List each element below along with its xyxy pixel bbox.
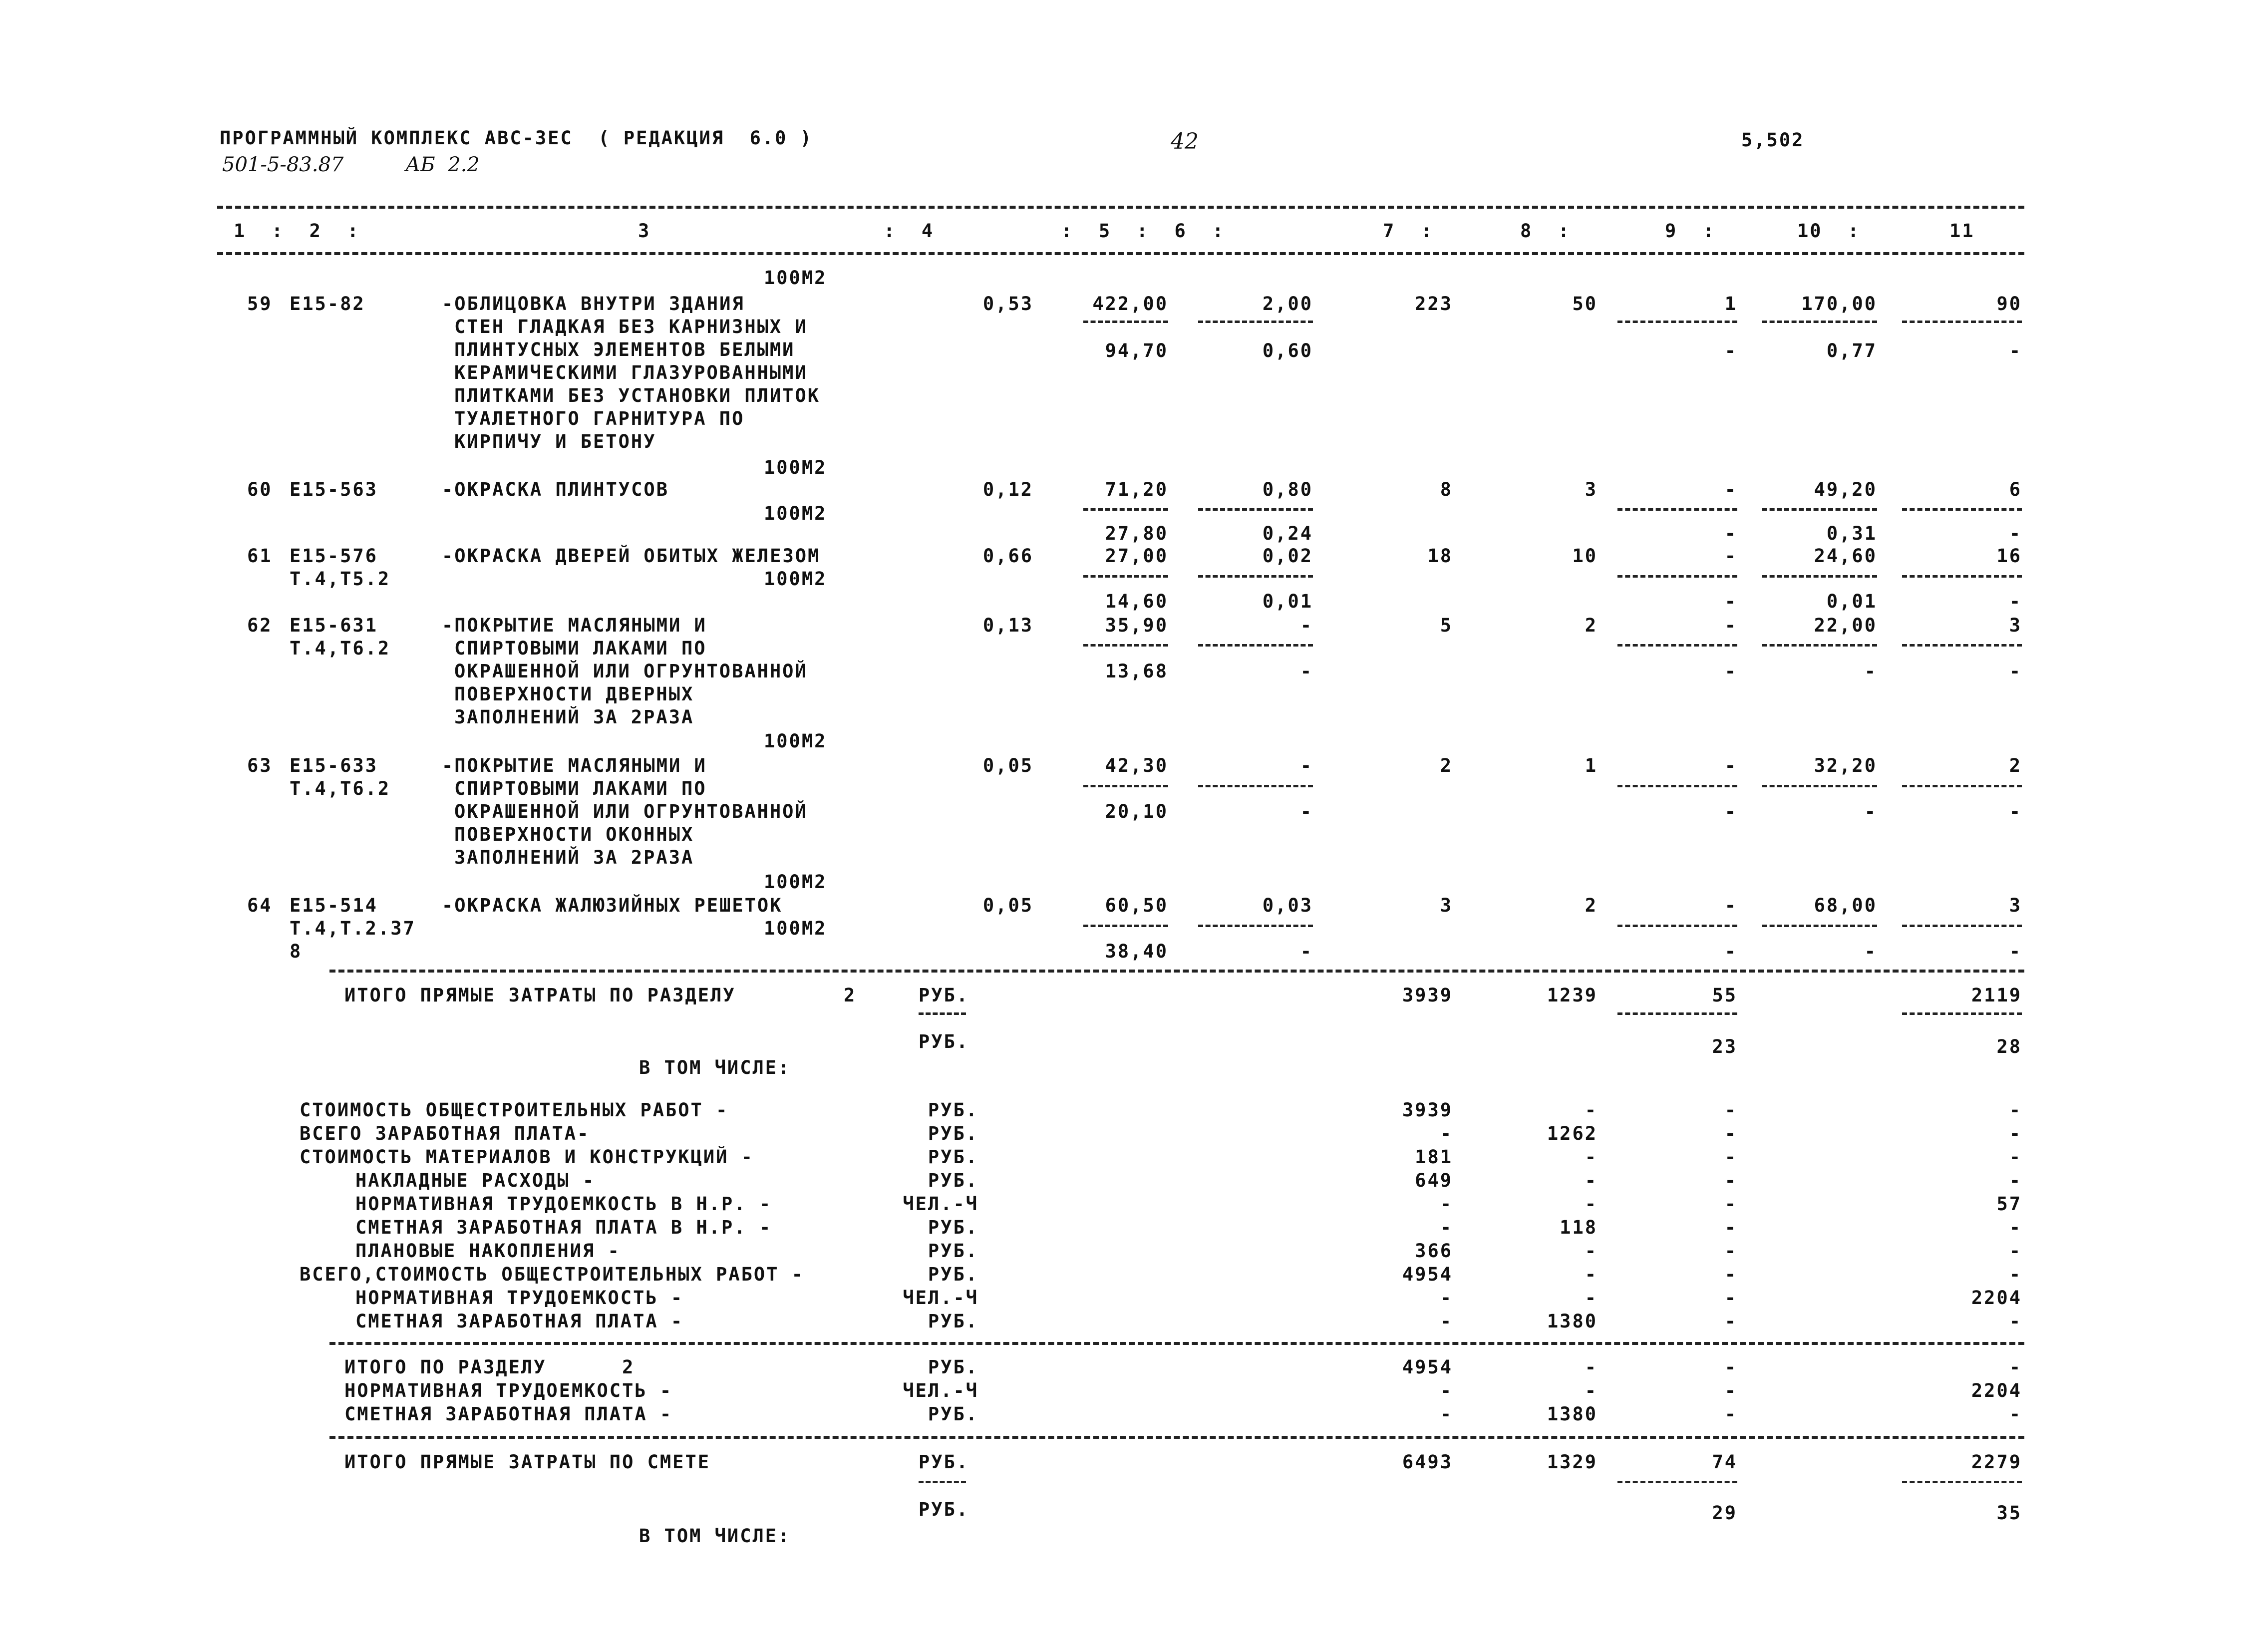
item-name-line: СПИРТОВЫМИ ЛАКАМИ ПО	[454, 638, 707, 659]
section-total-machines: 55	[1712, 985, 1737, 1006]
item-quantity: 0,66	[982, 545, 1033, 567]
item-number: 60	[247, 479, 273, 500]
item-name-line: ПОВЕРХНОСТИ ДВЕРНЫХ	[454, 683, 694, 705]
summary-label: ИТОГО ПО РАЗДЕЛУ 2	[344, 1356, 635, 1378]
col-header-4: : 4	[884, 220, 935, 242]
col-header-1-2: 1 : 2 :	[234, 220, 360, 242]
unit-price-total: 27,00	[1105, 545, 1168, 567]
breakdown-machines: -	[1724, 1099, 1737, 1121]
col-header-7: 7 :	[1383, 220, 1434, 242]
subline	[1083, 644, 1168, 647]
labor-total-machinists: -	[2009, 801, 2022, 822]
breakdown-labor: -	[2009, 1099, 2022, 1121]
subline	[1198, 508, 1313, 511]
subline	[1902, 1481, 2022, 1483]
breakdown-machines: -	[1724, 1146, 1737, 1168]
subline	[919, 1481, 966, 1483]
machine-wages: -	[1724, 661, 1737, 682]
breakdown-wages: -	[1585, 1264, 1598, 1285]
labor-total: 6	[2009, 479, 2022, 500]
breakdown-label: НАКЛАДНЫЕ РАСХОДЫ -	[355, 1170, 596, 1191]
summary-cost: 4954	[1402, 1356, 1453, 1378]
breakdown-label: СТОИМОСТЬ ОБЩЕСТРОИТЕЛЬНЫХ РАБОТ -	[300, 1099, 729, 1121]
breakdown-machines: -	[1724, 1311, 1737, 1332]
estimate-total-wages: 1329	[1547, 1451, 1598, 1473]
unit-price-machine-wages: 0,24	[1262, 523, 1313, 544]
col-header-8: 8 :	[1520, 220, 1571, 242]
subline	[1083, 785, 1168, 787]
summary-unit: РУБ.	[928, 1403, 978, 1425]
summary-unit: ЧЕЛ.-Ч	[903, 1380, 978, 1401]
breakdown-unit: РУБ.	[928, 1170, 978, 1191]
subline	[1083, 575, 1168, 578]
page-number: 42	[1171, 129, 1199, 154]
subline	[1902, 1012, 2022, 1015]
item-name-line: ЗАПОЛНЕНИЙ ЗА 2РАЗА	[454, 847, 694, 868]
item-number: 62	[247, 615, 273, 636]
subline	[1762, 508, 1877, 511]
breakdown-cost: -	[1440, 1311, 1453, 1332]
subline	[1762, 925, 1877, 927]
estimate-total-unit: РУБ.	[919, 1451, 969, 1473]
subline	[1762, 644, 1877, 647]
item-quantity: 0,13	[982, 615, 1033, 636]
labor-total-machinists: -	[2009, 591, 2022, 612]
labor-total: 2	[2009, 755, 2022, 776]
item-number: 63	[247, 755, 273, 776]
unit-price-machine-wages: 0,60	[1262, 340, 1313, 361]
machines-cost: -	[1724, 615, 1737, 636]
unit-price-wages: 13,68	[1105, 661, 1168, 682]
breakdown-labor: 2204	[1971, 1287, 2022, 1309]
machines-cost: -	[1724, 755, 1737, 776]
estimate-total-machine-wages: 29	[1712, 1502, 1737, 1524]
subline	[919, 1012, 966, 1015]
summary-wages: -	[1585, 1380, 1598, 1401]
breakdown-unit: РУБ.	[928, 1217, 978, 1238]
unit-price-total: 42,30	[1105, 755, 1168, 776]
subline	[1198, 925, 1313, 927]
wages: 3	[1585, 479, 1598, 500]
labor-norm: 68,00	[1814, 895, 1877, 916]
item-code-table: Т.4,Т.2.37	[290, 918, 416, 939]
breakdown-unit: РУБ.	[928, 1146, 978, 1168]
machine-wages: -	[1724, 591, 1737, 612]
document-number: 501-5-83.87	[222, 153, 344, 176]
breakdown-wages: -	[1585, 1099, 1598, 1121]
unit-price-machines: 2,00	[1262, 293, 1313, 315]
breakdown-labor: 57	[1996, 1193, 2022, 1215]
item-unit: 100М2	[764, 267, 827, 289]
breakdown-label: СМЕТНАЯ ЗАРАБОТНАЯ ПЛАТА В Н.Р. -	[355, 1217, 772, 1238]
section-total-unit-2: РУБ.	[919, 1031, 969, 1052]
item-unit-2: 100М2	[764, 503, 827, 524]
breakdown-machines: -	[1724, 1170, 1737, 1191]
estimate-total-labor: 2279	[1971, 1451, 2022, 1473]
labor-norm-machinists: -	[1864, 661, 1877, 682]
breakdown-unit: РУБ.	[928, 1264, 978, 1285]
breakdown-machines: -	[1724, 1264, 1737, 1285]
subline	[1617, 785, 1737, 787]
summary-labor: 2204	[1971, 1380, 2022, 1401]
estimate-total-rule	[329, 1436, 2024, 1439]
unit-price-machines: -	[1300, 755, 1313, 776]
unit-price-total: 71,20	[1105, 479, 1168, 500]
wages: 50	[1572, 293, 1598, 315]
estimate-total-labor-machinists: 35	[1996, 1502, 2022, 1524]
item-unit: 100М2	[764, 730, 827, 752]
item-code-extra: 8	[290, 941, 303, 962]
breakdown-unit: РУБ.	[928, 1123, 978, 1144]
col-header-5-6: : 5 : 6 :	[1061, 220, 1225, 242]
subline	[1902, 321, 2022, 323]
summary-labor: -	[2009, 1403, 2022, 1425]
breakdown-label: НОРМАТИВНАЯ ТРУДОЕМКОСТЬ -	[355, 1287, 684, 1309]
breakdown-machines: -	[1724, 1240, 1737, 1262]
item-name-line: ПОВЕРХНОСТИ ОКОННЫХ	[454, 824, 694, 845]
summary-machines: -	[1724, 1356, 1737, 1378]
section-total-wages: 1239	[1547, 985, 1598, 1006]
subline	[1902, 785, 2022, 787]
machines-cost: -	[1724, 895, 1737, 916]
summary-label: НОРМАТИВНАЯ ТРУДОЕМКОСТЬ -	[344, 1380, 673, 1401]
breakdown-wages: -	[1585, 1287, 1598, 1309]
breakdown-cost: 649	[1415, 1170, 1453, 1191]
subline	[1198, 575, 1313, 578]
summary-cost: -	[1440, 1403, 1453, 1425]
breakdown-label: СТОИМОСТЬ МАТЕРИАЛОВ И КОНСТРУКЦИЙ -	[300, 1146, 754, 1168]
labor-total-machinists: -	[2009, 340, 2022, 361]
subline	[1617, 1481, 1737, 1483]
breakdown-machines: -	[1724, 1193, 1737, 1215]
item-code: Е15-82	[290, 293, 365, 315]
estimate-total-label: ИТОГО ПРЯМЫЕ ЗАТРАТЫ ПО СМЕТЕ	[344, 1451, 711, 1473]
breakdown-wages: -	[1585, 1170, 1598, 1191]
breakdown-unit: ЧЕЛ.-Ч	[903, 1193, 978, 1215]
form-code: 5,502	[1741, 129, 1805, 151]
unit-price-wages: 14,60	[1105, 591, 1168, 612]
wages: 2	[1585, 895, 1598, 916]
section-number: 2	[844, 985, 857, 1006]
subline	[1083, 508, 1168, 511]
breakdown-machines: -	[1724, 1123, 1737, 1144]
breakdown-labor: -	[2009, 1146, 2022, 1168]
item-name-line: ПЛИНТУСНЫХ ЭЛЕМЕНТОВ БЕЛЫМИ	[454, 339, 795, 360]
wages: 1	[1585, 755, 1598, 776]
unit-price-wages: 38,40	[1105, 941, 1168, 962]
machine-wages: -	[1724, 523, 1737, 544]
item-unit-2: 100М2	[764, 918, 827, 939]
breakdown-unit: РУБ.	[928, 1099, 978, 1121]
summary-labor: -	[2009, 1356, 2022, 1378]
breakdown-labor: -	[2009, 1123, 2022, 1144]
item-number: 61	[247, 545, 273, 567]
subline	[1617, 321, 1737, 323]
subline	[1902, 925, 2022, 927]
labor-total-machinists: -	[2009, 523, 2022, 544]
labor-norm: 32,20	[1814, 755, 1877, 776]
machine-wages: -	[1724, 941, 1737, 962]
item-name-line: ТУАЛЕТНОГО ГАРНИТУРА ПО	[454, 408, 745, 429]
breakdown-labor: -	[2009, 1240, 2022, 1262]
subline	[1083, 321, 1168, 323]
col-header-3: 3	[638, 220, 651, 242]
program-title: ПРОГРАММНЫЙ КОМПЛЕКС АВС-ЗЕС ( РЕДАКЦИЯ 6.0 )	[220, 127, 813, 149]
summary-cost: -	[1440, 1380, 1453, 1401]
including-heading: В ТОМ ЧИСЛЕ:	[639, 1057, 791, 1078]
unit-price-total: 422,00	[1092, 293, 1168, 315]
item-name-line: -ПОКРЫТИЕ МАСЛЯНЫМИ И	[442, 615, 707, 636]
breakdown-cost: -	[1440, 1193, 1453, 1215]
item-name-line: СПИРТОВЫМИ ЛАКАМИ ПО	[454, 778, 707, 799]
subline	[1902, 575, 2022, 578]
item-name-line: -ОКРАСКА ДВЕРЕЙ ОБИТЫХ ЖЕЛЕЗОМ	[442, 545, 821, 567]
subline	[1083, 925, 1168, 927]
summary-machines: -	[1724, 1403, 1737, 1425]
subline	[1617, 575, 1737, 578]
summary-wages: -	[1585, 1356, 1598, 1378]
item-code-table: Т.4,Т6.2	[290, 638, 391, 659]
item-name-line: СТЕН ГЛАДКАЯ БЕЗ КАРНИЗНЫХ И	[454, 316, 808, 337]
header-rule-bottom	[217, 252, 2024, 255]
machines-cost: -	[1724, 545, 1737, 567]
unit-price-total: 35,90	[1105, 615, 1168, 636]
breakdown-wages: -	[1585, 1193, 1598, 1215]
subline	[1617, 508, 1737, 511]
breakdown-label: НОРМАТИВНАЯ ТРУДОЕМКОСТЬ В Н.Р. -	[355, 1193, 772, 1215]
breakdown-labor: -	[2009, 1311, 2022, 1332]
subline	[1198, 321, 1313, 323]
item-quantity: 0,12	[982, 479, 1033, 500]
breakdown-label: ВСЕГО ЗАРАБОТНАЯ ПЛАТА-	[300, 1123, 590, 1144]
item-name-line: -ОКРАСКА ПЛИНТУСОВ	[442, 479, 669, 500]
item-name-line: ОКРАШЕННОЙ ИЛИ ОГРУНТОВАННОЙ	[454, 661, 808, 682]
labor-norm: 170,00	[1801, 293, 1877, 315]
item-name-line: ПЛИТКАМИ БЕЗ УСТАНОВКИ ПЛИТОК	[454, 385, 821, 406]
total-cost: 223	[1415, 293, 1453, 315]
subline	[1617, 1012, 1737, 1015]
item-code: Е15-514	[290, 895, 378, 916]
subline	[1902, 644, 2022, 647]
unit-price-wages: 20,10	[1105, 801, 1168, 822]
estimate-total-unit-2: РУБ.	[919, 1499, 969, 1520]
album-number: АБ 2.2	[405, 153, 480, 176]
header-rule-top	[217, 206, 2024, 209]
section-total-label: ИТОГО ПРЯМЫЕ ЗАТРАТЫ ПО РАЗДЕЛУ	[344, 985, 736, 1006]
breakdown-labor: -	[2009, 1264, 2022, 1285]
breakdown-cost: 4954	[1402, 1264, 1453, 1285]
breakdown-label: ВСЕГО,СТОИМОСТЬ ОБЩЕСТРОИТЕЛЬНЫХ РАБОТ -	[300, 1264, 805, 1285]
section-total-cost: 3939	[1402, 985, 1453, 1006]
labor-total-machinists: -	[2009, 661, 2022, 682]
item-code: Е15-576	[290, 545, 378, 567]
unit-price-total: 60,50	[1105, 895, 1168, 916]
item-quantity: 0,53	[982, 293, 1033, 315]
item-code-table: Т.4,Т5.2	[290, 568, 391, 590]
subline	[1762, 321, 1877, 323]
breakdown-wages: 1380	[1547, 1311, 1598, 1332]
unit-price-wages: 94,70	[1105, 340, 1168, 361]
machines-cost: 1	[1724, 293, 1737, 315]
breakdown-cost: -	[1440, 1123, 1453, 1144]
machine-wages: -	[1724, 340, 1737, 361]
breakdown-machines: -	[1724, 1287, 1737, 1309]
breakdown-cost: -	[1440, 1287, 1453, 1309]
item-name-line: ЗАПОЛНЕНИЙ ЗА 2РАЗА	[454, 706, 694, 728]
item-name-line: КИРПИЧУ И БЕТОНУ	[454, 431, 656, 452]
subline	[1902, 508, 2022, 511]
labor-total-machinists: -	[2009, 941, 2022, 962]
total-cost: 3	[1440, 895, 1453, 916]
breakdown-unit: РУБ.	[928, 1311, 978, 1332]
section-total-labor: 2119	[1971, 985, 2022, 1006]
unit-price-machines: 0,80	[1262, 479, 1313, 500]
item-quantity: 0,05	[982, 755, 1033, 776]
labor-norm-machinists: 0,31	[1826, 523, 1877, 544]
breakdown-wages: -	[1585, 1240, 1598, 1262]
item-unit: 100М2	[764, 457, 827, 478]
subline	[1198, 785, 1313, 787]
estimate-total-cost: 6493	[1402, 1451, 1453, 1473]
section-total-machine-wages: 23	[1712, 1036, 1737, 1057]
subline	[1617, 644, 1737, 647]
col-header-9: 9 :	[1665, 220, 1716, 242]
unit-price-machine-wages: -	[1300, 661, 1313, 682]
item-code: Е15-563	[290, 479, 378, 500]
unit-price-wages: 27,80	[1105, 523, 1168, 544]
item-code-table: Т.4,Т6.2	[290, 778, 391, 799]
breakdown-unit: ЧЕЛ.-Ч	[903, 1287, 978, 1309]
breakdown-labor: -	[2009, 1170, 2022, 1191]
unit-price-machines: 0,03	[1262, 895, 1313, 916]
item-number: 64	[247, 895, 273, 916]
breakdown-label: СМЕТНАЯ ЗАРАБОТНАЯ ПЛАТА -	[355, 1311, 684, 1332]
item-name-line: КЕРАМИЧЕСКИМИ ГЛАЗУРОВАННЫМИ	[454, 362, 808, 383]
section-total-rule	[329, 970, 2024, 973]
subline	[1762, 575, 1877, 578]
unit-price-machines: -	[1300, 615, 1313, 636]
breakdown-cost: 181	[1415, 1146, 1453, 1168]
total-cost: 18	[1427, 545, 1453, 567]
item-name-line: -ОКРАСКА ЖАЛЮЗИЙНЫХ РЕШЕТОК	[442, 895, 783, 916]
col-header-11: 11	[1949, 220, 1975, 242]
wages: 10	[1572, 545, 1598, 567]
section-total-unit: РУБ.	[919, 985, 969, 1006]
labor-total: 16	[1996, 545, 2022, 567]
section-total-labor-machinists: 28	[1996, 1036, 2022, 1057]
labor-norm: 49,20	[1814, 479, 1877, 500]
item-number: 59	[247, 293, 273, 315]
item-unit-2: 100М2	[764, 568, 827, 590]
section-summary-rule	[329, 1342, 2024, 1345]
breakdown-cost: 366	[1415, 1240, 1453, 1262]
labor-norm-machinists: -	[1864, 801, 1877, 822]
labor-total: 3	[2009, 615, 2022, 636]
breakdown-cost: 3939	[1402, 1099, 1453, 1121]
unit-price-machine-wages: 0,01	[1262, 591, 1313, 612]
col-header-10: 10 :	[1797, 220, 1861, 242]
breakdown-wages: 1262	[1547, 1123, 1598, 1144]
total-cost: 5	[1440, 615, 1453, 636]
item-name-line: -ПОКРЫТИЕ МАСЛЯНЫМИ И	[442, 755, 707, 776]
breakdown-cost: -	[1440, 1217, 1453, 1238]
unit-price-machine-wages: -	[1300, 801, 1313, 822]
item-name-line: ОКРАШЕННОЙ ИЛИ ОГРУНТОВАННОЙ	[454, 801, 808, 822]
subline	[1762, 785, 1877, 787]
wages: 2	[1585, 615, 1598, 636]
item-unit: 100М2	[764, 871, 827, 893]
breakdown-wages: 118	[1560, 1217, 1598, 1238]
labor-norm-machinists: 0,01	[1826, 591, 1877, 612]
breakdown-machines: -	[1724, 1217, 1737, 1238]
machines-cost: -	[1724, 479, 1737, 500]
item-code: Е15-631	[290, 615, 378, 636]
subline	[1617, 925, 1737, 927]
estimate-total-machines: 74	[1712, 1451, 1737, 1473]
including-heading: В ТОМ ЧИСЛЕ:	[639, 1525, 791, 1547]
summary-label: СМЕТНАЯ ЗАРАБОТНАЯ ПЛАТА -	[344, 1403, 673, 1425]
total-cost: 8	[1440, 479, 1453, 500]
labor-total: 3	[2009, 895, 2022, 916]
unit-price-machines: 0,02	[1262, 545, 1313, 567]
summary-machines: -	[1724, 1380, 1737, 1401]
item-code: Е15-633	[290, 755, 378, 776]
labor-norm-machinists: -	[1864, 941, 1877, 962]
item-quantity: 0,05	[982, 895, 1033, 916]
unit-price-machine-wages: -	[1300, 941, 1313, 962]
labor-norm: 22,00	[1814, 615, 1877, 636]
item-name-line: -ОБЛИЦОВКА ВНУТРИ ЗДАНИЯ	[442, 293, 745, 315]
labor-norm-machinists: 0,77	[1826, 340, 1877, 361]
breakdown-labor: -	[2009, 1217, 2022, 1238]
breakdown-unit: РУБ.	[928, 1240, 978, 1262]
breakdown-label: ПЛАНОВЫЕ НАКОПЛЕНИЯ -	[355, 1240, 621, 1262]
summary-unit: РУБ.	[928, 1356, 978, 1378]
summary-wages: 1380	[1547, 1403, 1598, 1425]
subline	[1198, 644, 1313, 647]
labor-total: 90	[1996, 293, 2022, 315]
machine-wages: -	[1724, 801, 1737, 822]
labor-norm: 24,60	[1814, 545, 1877, 567]
breakdown-wages: -	[1585, 1146, 1598, 1168]
total-cost: 2	[1440, 755, 1453, 776]
